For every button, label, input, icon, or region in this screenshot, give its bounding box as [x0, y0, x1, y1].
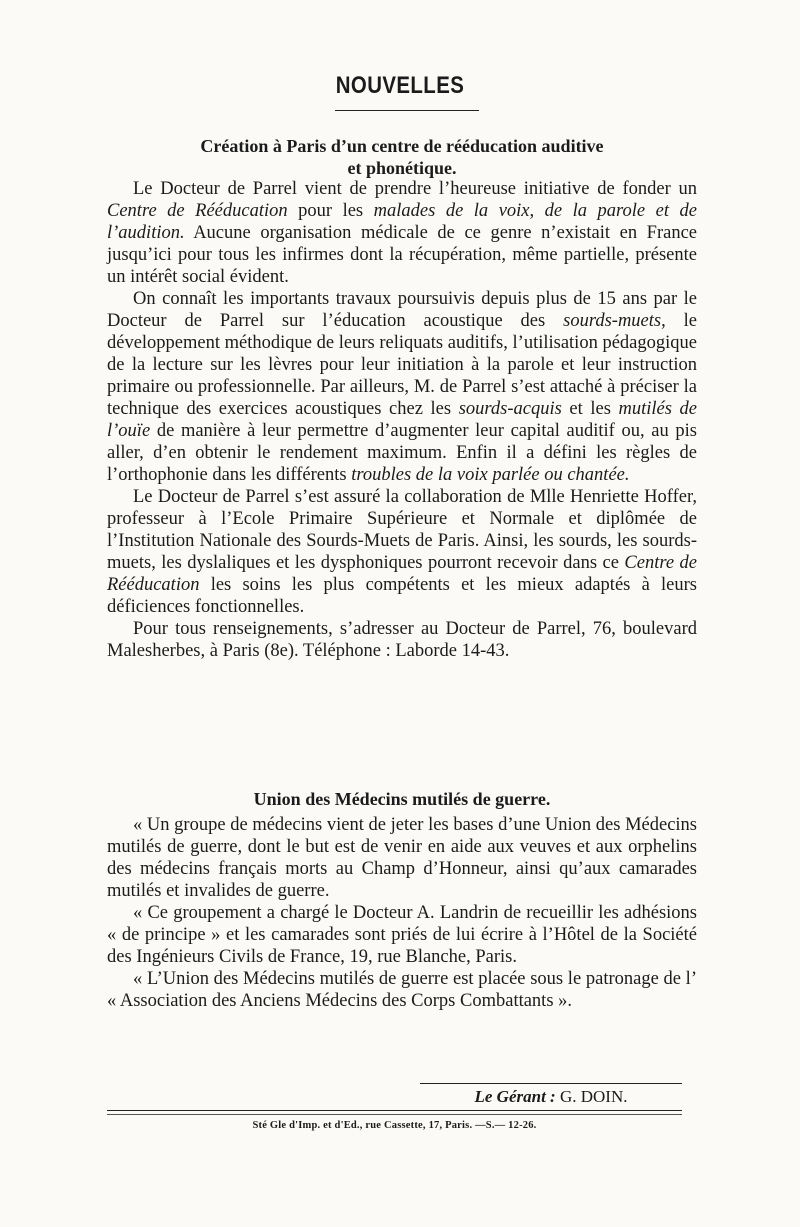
title-underline	[335, 110, 479, 111]
section-2-title: Union des Médecins mutilés de guerre.	[253, 789, 551, 809]
section-2-paragraph-2: « Ce groupement a chargé le Docteur A. Landrin de recueillir les adhésions « de principe » et les camarades sont priés de lui écrire à l’Hôtel de la Société des Ingénieurs Civils de France, 19, rue Blanche, Paris.	[107, 903, 697, 967]
section-1-body	[107, 178, 697, 662]
footer-rule-top	[420, 1083, 682, 1084]
section-2-heading	[107, 788, 697, 810]
gerant-name: G. DOIN.	[559, 1087, 628, 1106]
section-1-title-line-2: et phonétique.	[347, 158, 457, 178]
gerant-label: Le Gérant :	[474, 1087, 556, 1106]
section-2-paragraph-3: « L’Union des Médecins mutilés de guerre est placée sous le patronage de l’ « Association des Anciens Médecins des Corps Combattants ».	[107, 969, 697, 1011]
section-1-paragraph-2: On connaît les importants travaux poursuivis depuis plus de 15 ans par le Docteur de Parrel sur l’éducation acoustique des sourds-muets, le développement méthodique de leurs reliquats auditifs, l’utilisation pédagogique de la lecture sur les lèvres pour leur initiation à la parole et leur instruction primaire ou professionnelle. Par ailleurs, M. de Parrel s’est attaché à préciser la technique des exercices acoustiques chez les sourds-acquis et les mutilés de l’ouïe de manière à leur permettre d’augmenter leur capital auditif ou, au pis aller, d’en obtenir le rendement maximum. Enfin il a défini les règles de l’orthophonie dans les différents troubles de la voix parlée ou chantée.	[107, 289, 697, 485]
section-2-paragraph-1: « Un groupe de médecins vient de jeter les bases d’une Union des Médecins mutilés de guerre, dont le but est de venir en aide aux veuves et aux orphelins des médecins français morts au Champ d’Honneur, ainsi qu’aux camarades mutilés et invalides de guerre.	[107, 815, 697, 901]
section-1-heading	[107, 135, 697, 179]
page-title: NOUVELLES	[335, 72, 465, 99]
footer-rule-double-1	[107, 1110, 682, 1111]
gerant-signature	[420, 1087, 682, 1107]
printer-imprint: Sté Gle d'Imp. et d'Ed., rue Cassette, 17, Paris. —S.— 12-26.	[252, 1120, 537, 1131]
section-1-paragraph-3: Le Docteur de Parrel s’est assuré la collaboration de Mlle Henriette Hoffer, professeur à l’Ecole Primaire Supérieure et Normale et diplômée de l’Institution Nationale des Sourds-Muets de Paris. Ainsi, les sourds, les sourds-muets, les dyslaliques et les dysphoniques pourront recevoir dans ce Centre de Rééducation les soins les plus compétents et les mieux adaptés à leurs déficiences fonctionnelles.	[107, 487, 697, 617]
section-1-paragraph-1: Le Docteur de Parrel vient de prendre l’heureuse initiative de fonder un Centre de Rééducation pour les malades de la voix, de la parole et de l’audition. Aucune organisation médicale de ce genre n’existait en France jusqu’ici pour tous les infirmes dont la récupération, même partielle, présente un intérêt social évident.	[107, 179, 697, 287]
section-1-paragraph-4: Pour tous renseignements, s’adresser au Docteur de Parrel, 76, boulevard Malesherbes, à Paris (8e). Téléphone : Laborde 14-43.	[107, 619, 697, 661]
section-2-body	[107, 814, 697, 1012]
section-1-title-line-1: Création à Paris d’un centre de rééducation auditive	[200, 136, 604, 156]
footer-rule-double-2	[107, 1114, 682, 1115]
